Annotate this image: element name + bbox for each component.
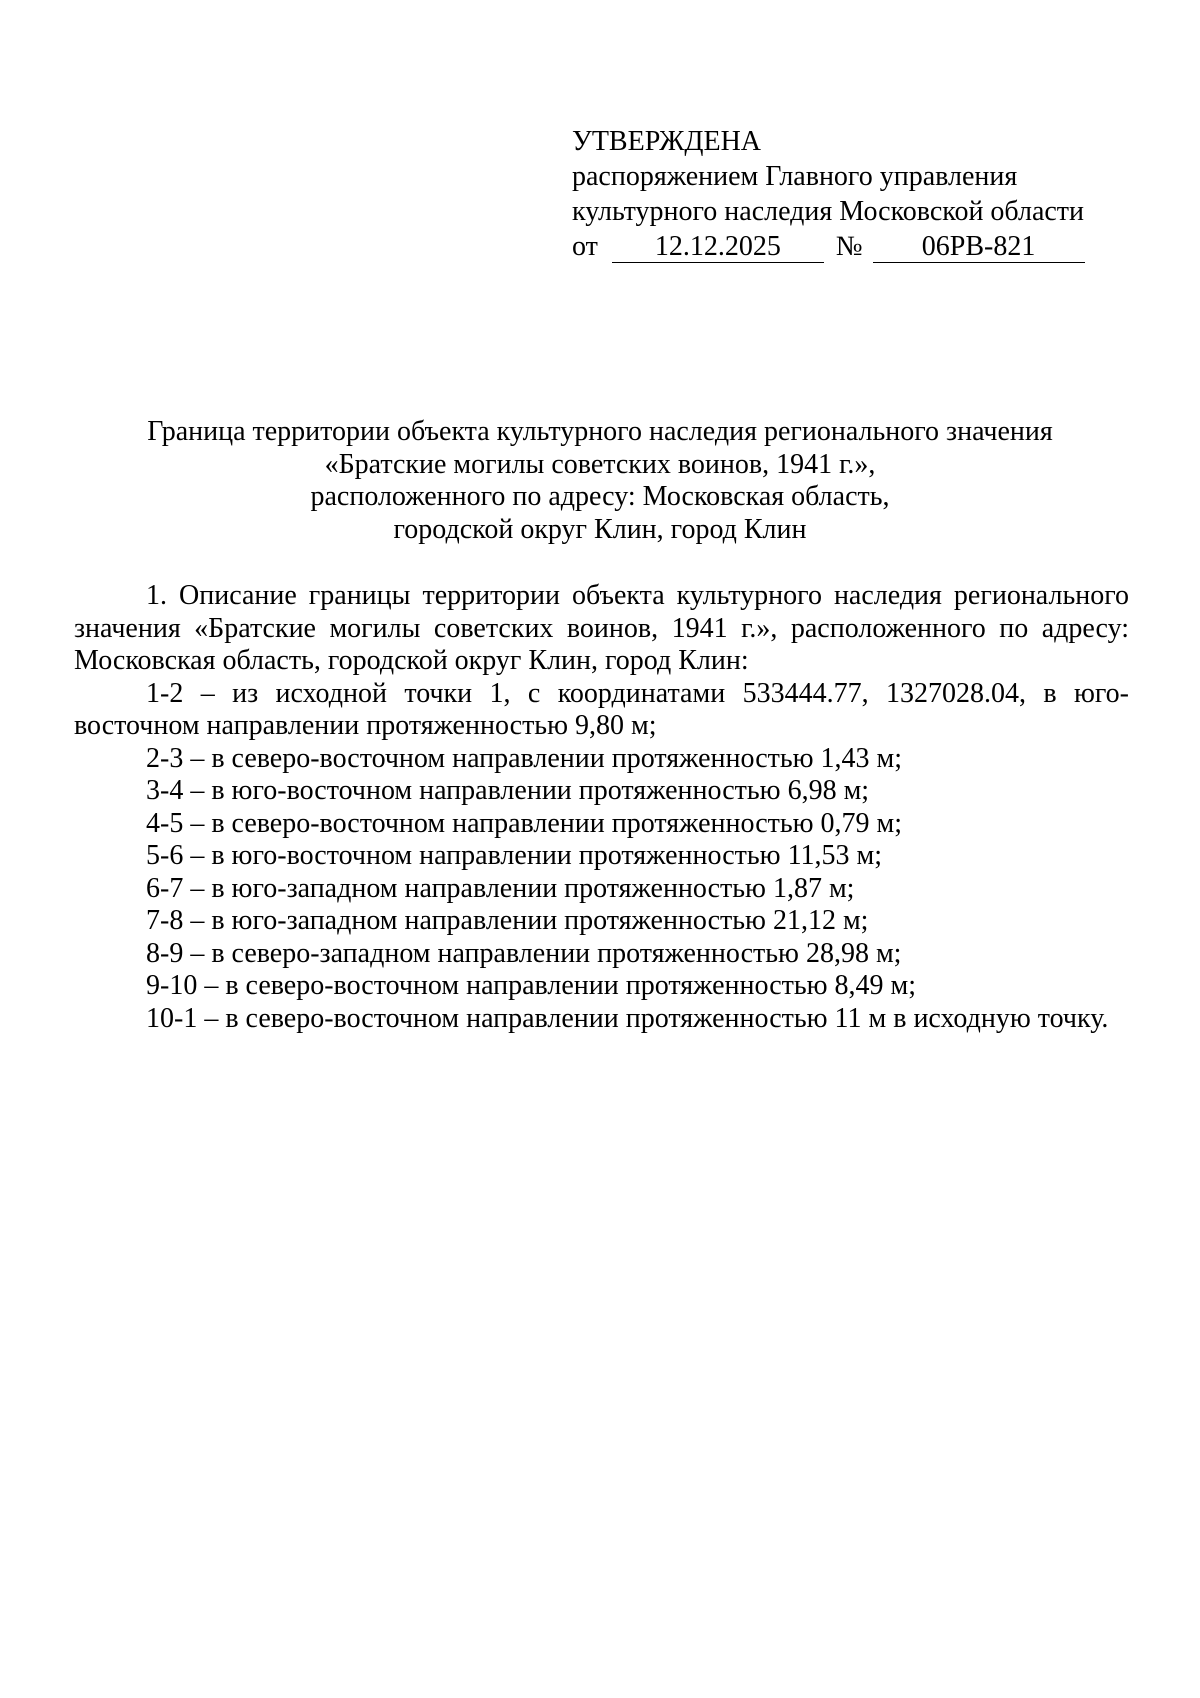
document-title — [70, 416, 1130, 546]
segment-item: 1-2 – из исходной точки 1, с координатами 533444.77, 1327028.04, в юго-восточном направлении протяженностью 9,80 м; — [74, 677, 1129, 741]
approval-number: 06РВ-821 — [873, 232, 1085, 263]
segment-item: 10-1 – в северо-восточном направлении протяженностью 11 м в исходную точку. — [146, 1002, 1109, 1034]
segment-item: 7-8 – в юго-западном направлении протяженностью 21,12 м; — [146, 905, 869, 936]
boundary-description — [74, 580, 1129, 1035]
title-line-3: расположенного по адресу: Московская область, — [310, 481, 890, 512]
segment-item: 9-10 – в северо-восточном направлении протяженностью 8,49 м; — [146, 970, 917, 1001]
title-line-4: городской округ Клин, город Клин — [393, 513, 807, 545]
intro-paragraph: 1. Описание границы территории объекта культурного наследия регионального значения «Братские могилы советских воинов, 1941 г.», расположенного по адресу: Московская область, городской округ Клин, город Клин: — [74, 580, 1129, 676]
from-label: от — [572, 231, 598, 262]
segment-item: 4-5 – в северо-восточном направлении протяженностью 0,79 м; — [146, 807, 903, 839]
approval-date-line — [572, 229, 1085, 264]
segment-item: 5-6 – в юго-восточном направлении протяженностью 11,53 м; — [146, 840, 883, 871]
title-line-1: Граница территории объекта культурного наследия регионального значения — [147, 416, 1053, 447]
approval-line-1: распоряжением Главного управления — [572, 161, 1018, 192]
segment-item: 6-7 – в юго-западном направлении протяженностью 1,87 м; — [146, 872, 855, 904]
title-line-2: «Братские могилы советских воинов, 1941 г.», — [324, 448, 876, 480]
number-sign: № — [835, 231, 863, 262]
approval-stamp — [572, 124, 1085, 264]
approval-line-2: культурного наследия Московской области — [572, 196, 1085, 227]
segment-item: 3-4 – в юго-восточном направлении протяженностью 6,98 м; — [146, 775, 870, 806]
segment-item: 2-3 – в северо-восточном направлении протяженностью 1,43 м; — [146, 742, 903, 774]
approval-date: 12.12.2025 — [612, 232, 824, 263]
segment-item: 8-9 – в северо-западном направлении протяженностью 28,98 м; — [146, 937, 902, 969]
approval-heading: УТВЕРЖДЕНА — [572, 126, 762, 157]
